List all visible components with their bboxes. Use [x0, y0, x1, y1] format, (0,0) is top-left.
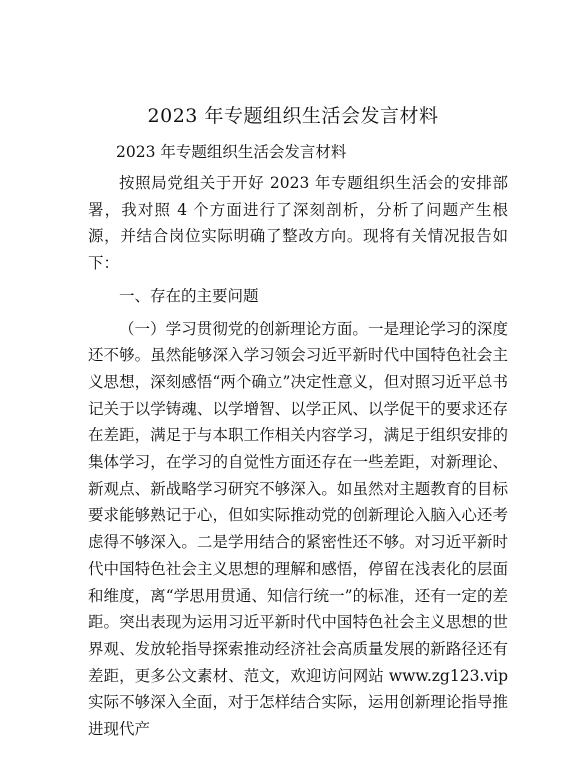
document-body: [88, 170, 508, 749]
section-paragraph: （一）学习贯彻党的创新理论方面。一是理论学习的深度还不够。虽然能够深入学习领会习近平新时代中国特色社会主义思想，深刻感悟“两个确立”决定性意义，但对照习近平总书记关于以学铸魂、以学增智、以学正风、以学促干的要求还存在差距，满足于与本职工作相关内容学习，满足于组织安排的集体学习，在学习的自觉性方面还存在一些差距，对新理论、新观点、新战略学习研究不够深入。如虽然对主题教育的目标要求能够熟记于心，但如实际推动党的创新理论入脑入心还考虑得不够深入。二是学用结合的紧密性还不够。对习近平新时代中国特色社会主义思想的理解和感悟，停留在浅表化的层面和维度，离“学思用贯通、知信行统一”的标准，还有一定的差距。突出表现为运用习近平新时代中国特色社会主义思想的世界观、发放轮指导探索推动经济社会高质量发展的新路径还有差距，更多公文素材、范文，欢迎访问网站 www.zg123.vip 实际不够深入全面，对于怎样结合实际，运用创新理论指导推进现代产: [88, 319, 508, 739]
document-title: 2023 年专题组织生活会发言材料: [147, 105, 439, 127]
document-subtitle: 2023 年专题组织生活会发言材料: [116, 143, 347, 161]
section-heading: 一、存在的主要问题: [119, 286, 259, 305]
intro-paragraph: 按照局党组关于开好 2023 年专题组织生活会的安排部署，我对照 4 个方面进行了深刻剖析，分析了问题产生根源，并结合岗位实际明确了整改方向。现将有关情况报告如下：: [88, 174, 508, 273]
